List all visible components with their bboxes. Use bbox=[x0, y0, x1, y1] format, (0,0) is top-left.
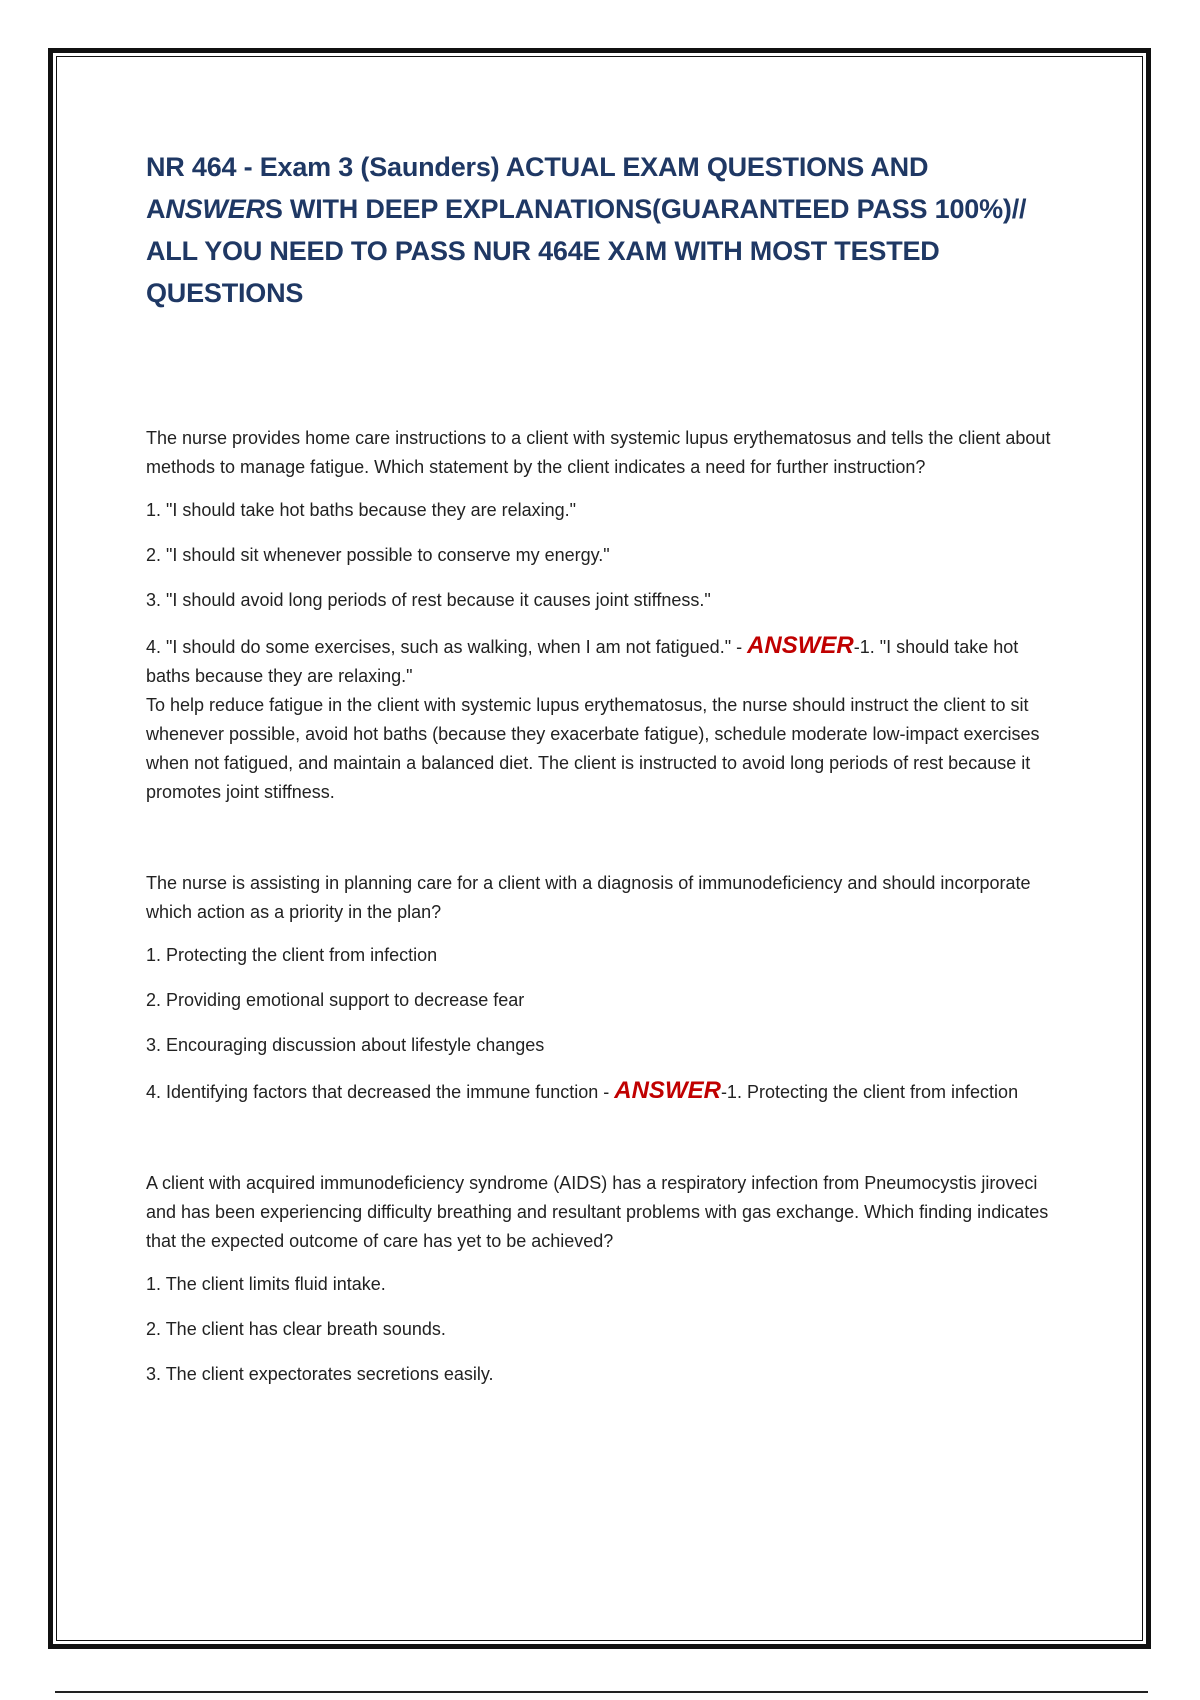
question-1-explanation: To help reduce fatigue in the client with systemic lupus erythematosus, the nurse should instruct the client to sit whenever possible, avoid hot baths (because they exacerbate fatigue), schedule moderate low-impact exercises when not fatigued, and maintain a balanced diet. The client is instructed to avoid long periods of rest because it promotes joint stiffness. bbox=[146, 695, 1040, 802]
question-3-option-3: 3. The client expectorates secretions easily. bbox=[146, 1364, 494, 1384]
document-title bbox=[146, 146, 1061, 314]
question-2-option-4-text: 4. Identifying factors that decreased the immune function - bbox=[146, 1082, 615, 1102]
question-1-option-4 bbox=[146, 631, 1061, 691]
question-2 bbox=[146, 869, 1061, 1107]
question-3-stem: A client with acquired immunodeficiency syndrome (AIDS) has a respiratory infection from Pneumocystis jiroveci and has been experiencing difficulty breathing and resultant problems with gas exchange. Which finding indicates that the expected outcome of care has yet to be achieved? bbox=[146, 1173, 1049, 1251]
title-line-2-b: NSWER bbox=[165, 194, 265, 224]
question-3-option-2: 2. The client has clear breath sounds. bbox=[146, 1319, 446, 1339]
question-2-answer: -1. Protecting the client from infection bbox=[720, 1082, 1019, 1102]
answer-label: ANSWER bbox=[614, 1077, 721, 1104]
question-1 bbox=[146, 424, 1061, 807]
question-1-answer: -1. "I should take hot baths because they are relaxing." bbox=[146, 637, 1019, 686]
answer-label: ANSWER bbox=[747, 632, 854, 659]
question-2-option-4 bbox=[146, 1076, 1061, 1107]
question-1-option-2: 2. "I should sit whenever possible to conserve my energy." bbox=[146, 545, 610, 565]
title-line-1: NR 464 - Exam 3 (Saunders) ACTUAL EXAM QUESTIONS AND bbox=[146, 152, 929, 182]
question-1-option-1: 1. "I should take hot baths because they are relaxing." bbox=[146, 500, 577, 520]
title-line-3: ALL YOU NEED TO PASS NUR 464E XAM WITH MOST TESTED bbox=[146, 236, 940, 266]
question-2-option-1: 1. Protecting the client from infection bbox=[146, 945, 438, 965]
title-line-4: QUESTIONS bbox=[146, 278, 304, 308]
question-2-option-3: 3. Encouraging discussion about lifestyle changes bbox=[146, 1035, 545, 1055]
question-3 bbox=[146, 1169, 1061, 1389]
question-1-stem: The nurse provides home care instructions to a client with systemic lupus erythematosus and tells the client about methods to manage fatigue. Which statement by the client indicates a need for further instruction? bbox=[146, 428, 1051, 477]
page-bottom-rule bbox=[55, 1691, 1148, 1693]
document-body bbox=[146, 146, 1061, 1389]
question-1-option-4-text: 4. "I should do some exercises, such as walking, when I am not fatigued." - bbox=[146, 637, 748, 657]
question-2-option-2: 2. Providing emotional support to decrease fear bbox=[146, 990, 525, 1010]
question-1-option-3: 3. "I should avoid long periods of rest because it causes joint stiffness." bbox=[146, 590, 711, 610]
title-line-2-c: S WITH DEEP EXPLANATIONS(GUARANTEED PASS 100%)// bbox=[264, 194, 1027, 224]
title-line-2-a: A bbox=[146, 194, 166, 224]
question-3-option-1: 1. The client limits fluid intake. bbox=[146, 1274, 386, 1294]
question-2-stem: The nurse is assisting in planning care for a client with a diagnosis of immunodeficiency and should incorporate which action as a priority in the plan? bbox=[146, 873, 1031, 922]
